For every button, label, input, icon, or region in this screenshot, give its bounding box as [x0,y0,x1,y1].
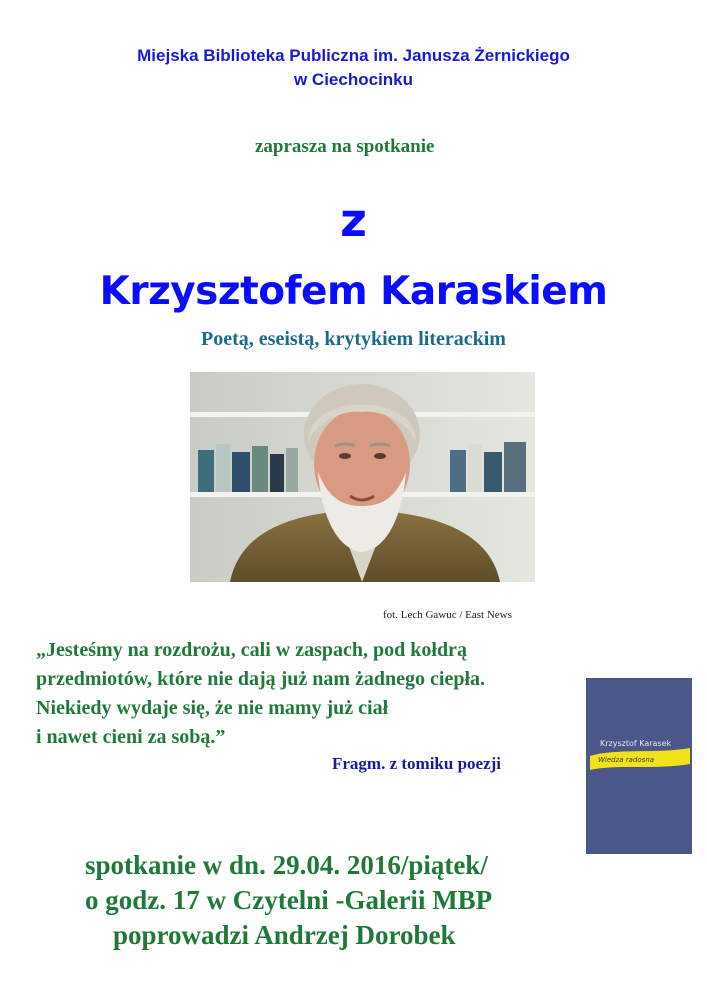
library-name: Miejska Biblioteka Publiczna im. Janusza Żernickiego [137,46,570,65]
quote-line: przedmiotów, które nie dają już nam żadnego ciepła. [36,668,486,690]
event-host: poprowadzi Andrzej Dorobek [113,920,456,950]
photo-credit: fot. Lech Gawuc / East News [383,609,512,621]
event-time-place: o godz. 17 w Czytelni -Galerii MBP [85,885,493,915]
guest-name: Krzysztofem Karaskiem [99,269,608,314]
quote-source: Fragm. z tomiku poezji [332,754,502,773]
quote-line: Niekiedy wydaje się, że nie mamy już ciał [36,697,389,719]
book-title: Wiedza radosna [598,756,655,764]
quote-line: i nawet cieni za sobą.” [36,726,226,748]
quote-line: „Jesteśmy na rozdrożu, cali w zaspach, pod kołdrą [36,639,467,661]
preposition-z: z [340,193,367,247]
book-cover-art [586,678,692,854]
event-date: spotkanie w dn. 29.04. 2016/piątek/ [85,850,488,880]
library-location: w Ciechocinku [293,70,414,89]
book-cover [586,678,692,854]
event-details [85,848,492,953]
author-photo [190,372,535,582]
invite-text: zaprasza na spotkanie [255,136,435,157]
guest-subtitle: Poetą, eseistą, krytykiem literackim [201,328,506,350]
poem-quote [36,636,596,752]
book-author: Krzysztof Karasek [600,739,672,748]
